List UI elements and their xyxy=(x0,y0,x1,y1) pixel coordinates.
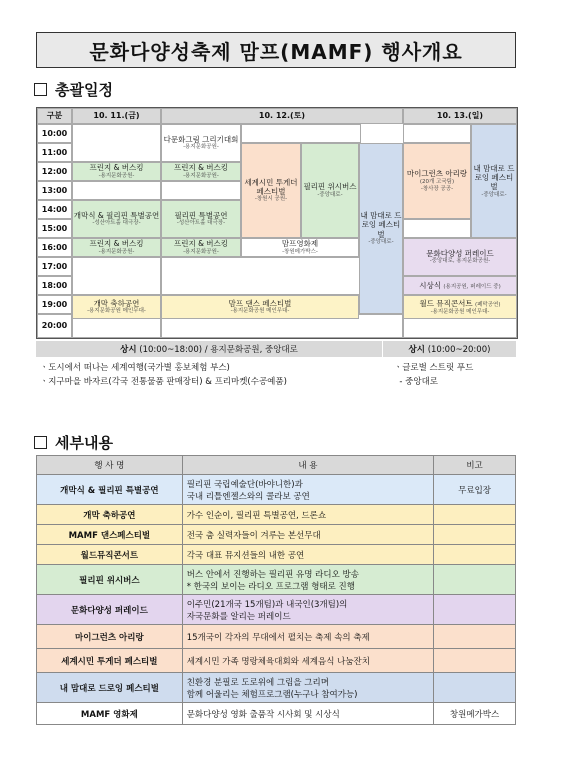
event-opening-special: 개막식 & 필리핀 특별공연 -성산아트홀 대극장- xyxy=(72,200,161,238)
column-header: 비고 xyxy=(434,456,516,475)
always-right: 상시 (10:00~20:00) xyxy=(408,345,491,355)
empty-slot xyxy=(241,124,361,143)
header-day1: 10. 11.(금) xyxy=(72,108,161,124)
event-citizen-festival: 세계시민 투게더 페스티벌 -창원시 공원- xyxy=(241,143,301,238)
table-row: 문화다양성 퍼레이드 이주민(21개국 15개팀)과 내국인(3개팀)의 자국문화를 알리는 퍼레이드 xyxy=(37,595,516,625)
empty-slot xyxy=(72,181,161,200)
empty-slot xyxy=(161,181,241,200)
time-label: 10:00 xyxy=(37,124,72,143)
table-row: 필리핀 위시버스 버스 안에서 진행하는 필리핀 유명 라디오 방송 * 한국의 보이는 라디오 프로그램 형태로 진행 xyxy=(37,565,516,595)
event-fringe-busking: 프린지 & 버스킹 -용지문화공원- xyxy=(161,162,241,181)
event-drawing-festival: 내 맘대로 드로잉 페스티벌 -중앙대로- xyxy=(471,124,517,238)
event-film-festival: 맘프영화제 -창원메가박스- xyxy=(241,238,359,257)
section-title: 총괄일정 xyxy=(55,81,113,99)
table-row: MAMF 영화제 문화다양성 영화 출품작 시사회 및 시상식 창원메가박스 xyxy=(37,703,516,725)
event-awards: 시상식 (용지공원, 퍼레이드 중) xyxy=(403,276,517,295)
always-left: 상시 (10:00~18:00) / 용지문화공원, 중앙대로 xyxy=(120,345,298,355)
page-title: 문화다양성축제 맘프(MAMF) 행사개요 xyxy=(36,32,516,68)
time-label: 20:00 xyxy=(37,314,72,338)
table-row: 개막 축하공연 가수 인순이, 필리핀 특별공연, 드론쇼 xyxy=(37,505,516,525)
event-drawing-festival: 내 맘대로 드로잉 페스티벌 -중앙대로- xyxy=(359,143,403,314)
checkbox-square-icon xyxy=(34,436,47,449)
event-philippines-special: 필리핀 특별공연 -성산아트홀 대극장- xyxy=(161,200,241,238)
event-wishbus: 필리핀 위시버스 -중앙대로- xyxy=(301,143,359,238)
event-fringe-busking: 프린지 & 버스킹 -용지문화공원- xyxy=(72,162,161,181)
column-header: 내 용 xyxy=(182,456,433,475)
table-row: 개막식 & 필리핀 특별공연 필리핀 국립예술단(바야니한)과 국내 리틀엔젤스와의 콜라보 공연 무료입장 xyxy=(37,475,516,505)
event-dance-festival: 맘프 댄스 페스티벌 -용지문화공원 메인무대- xyxy=(161,295,359,319)
table-row: 세계시민 투게더 페스티벌 세계시민 가족 명랑체육대회와 세계음식 나눔잔치 xyxy=(37,649,516,673)
event-opening-concert: 개막 축하공연 -용지문화공원 메인무대- xyxy=(72,295,161,319)
event-migrants-arirang: 마이그런츠 아리랑 (20개 고국팀) -창사장 공공- xyxy=(403,143,471,219)
table-row: 월드뮤직콘서트 각국 대표 뮤지션들의 내한 공연 xyxy=(37,545,516,565)
event-world-music: 월드 뮤직콘서트 (폐막공연) -용지문화공원 메인무대- xyxy=(403,295,517,319)
column-header: 행 사 명 xyxy=(37,456,183,475)
table-row: 내 맘대로 드로잉 페스티벌 친환경 분필로 도로위에 그림을 그리며 함께 어울리는 체험프로그램(누구나 참여가능) xyxy=(37,673,516,703)
header-day3: 10. 13.(일) xyxy=(403,108,517,124)
detail-table xyxy=(36,455,516,725)
time-label: 15:00 xyxy=(37,219,72,238)
notes-right: ㆍ글로벌 스트릿 푸드 - 중앙대로 xyxy=(394,363,474,387)
empty-slot xyxy=(72,257,161,295)
event-parade: 문화다양성 퍼레이드 -중앙대로, 용지문화공원- xyxy=(403,238,517,276)
time-label: 17:00 xyxy=(37,257,72,276)
event-art-contest: 다문화그림 그리기대회 -용지문화공원- xyxy=(161,124,241,162)
section-heading-detail xyxy=(34,432,113,453)
time-label: 14:00 xyxy=(37,200,72,219)
empty-slot xyxy=(403,219,471,238)
header-day2: 10. 12.(토) xyxy=(161,108,403,124)
header-label: 구분 xyxy=(37,108,72,124)
table-row: 마이그런츠 아리랑 15개국이 각자의 무대에서 펼치는 축제 속의 축제 xyxy=(37,625,516,649)
table-row: MAMF 댄스페스티벌 전국 춤 실력자들이 겨루는 본선무대 xyxy=(37,525,516,545)
section-heading-schedule xyxy=(34,79,113,100)
event-fringe-busking: 프린지 & 버스킹 -용지문화공원- xyxy=(161,238,241,257)
time-label: 11:00 xyxy=(37,143,72,162)
time-label: 12:00 xyxy=(37,162,72,181)
checkbox-square-icon xyxy=(34,83,47,96)
notes-left: ㆍ도시에서 떠나는 세계여행(국가별 홍보체험 부스) ㆍ지구마을 바자르(각국 전통물품 판매장터) & 프리마켓(수공예품) xyxy=(40,363,287,387)
time-label: 16:00 xyxy=(37,238,72,257)
section-title: 세부내용 xyxy=(55,434,113,452)
time-label: 13:00 xyxy=(37,181,72,200)
event-fringe-busking: 프린지 & 버스킹 -용지문화공원- xyxy=(72,238,161,257)
schedule-table xyxy=(36,107,518,339)
always-bar xyxy=(36,341,516,357)
time-label: 19:00 xyxy=(37,295,72,314)
time-label: 18:00 xyxy=(37,276,72,295)
empty-slot xyxy=(403,124,471,143)
empty-slot xyxy=(72,124,161,162)
